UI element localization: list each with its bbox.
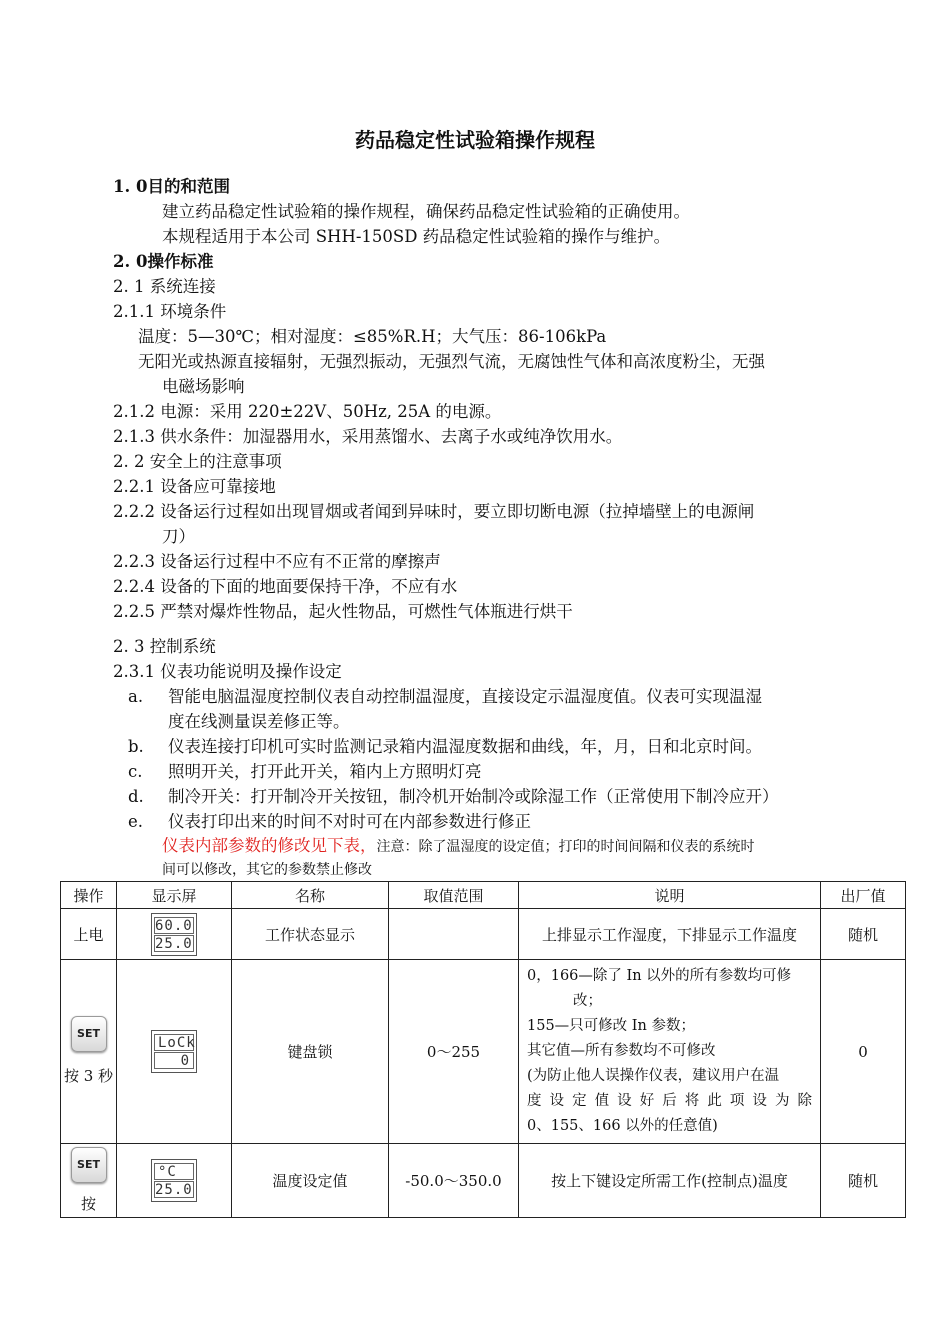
op-label: 按 3 秒 [63, 1066, 114, 1085]
lcd-display [151, 913, 197, 956]
op-cell: 上电 [61, 909, 117, 960]
lcd-top: 60.0 [155, 917, 193, 934]
op-cell [61, 1144, 117, 1218]
env-line: 无阳光或热源直接辐射，无强烈振动，无强烈气流，无腐蚀性气体和高浓度粉尘，无强 [138, 352, 765, 371]
section-2-heading: 2. 0操作标准 [113, 252, 214, 271]
list-item: c. 照明开关，打开此开关，箱内上方照明灯亮 [128, 762, 482, 781]
safety-line: 2.2.1 设备应可靠接地 [113, 477, 276, 496]
table-header-row [61, 882, 906, 909]
display-cell [117, 1144, 232, 1218]
op-label: 按 [80, 1195, 96, 1213]
column-header: 操作 [61, 882, 117, 909]
subsection-heading: 2. 3 控制系统 [113, 637, 216, 656]
safety-line: 刀） [162, 527, 195, 546]
desc-cell: 按上下键设定所需工作(控制点)温度 [519, 1144, 821, 1218]
water-line: 2.1.3 供水条件：加湿器用水，采用蒸馏水、去离子水或纯净饮用水。 [113, 427, 623, 446]
default-cell: 随机 [821, 909, 906, 960]
lcd-bottom: 25.0 [155, 1182, 193, 1198]
section-1-heading: 1. 0目的和范围 [113, 177, 230, 196]
desc-cell: 上排显示工作湿度，下排显示工作温度 [519, 909, 821, 960]
lcd-bottom: 0 [154, 1052, 194, 1069]
lcd-top: °C [154, 1163, 194, 1180]
lcd-display [151, 1159, 197, 1202]
display-cell [117, 960, 232, 1144]
safety-line: 2.2.3 设备运行过程中不应有不正常的摩擦声 [113, 552, 441, 571]
name-cell: 键盘锁 [232, 960, 389, 1144]
desc-cell: 0，166—除了 In 以外的所有参数均可修 改； 155—只可修改 In 参数； 其它值—所有参数均不可修改 (为防止他人误操作仪表，建议用户在温 度设定值设好后将此项设为除 0、155、166 以外的任意值) [519, 960, 821, 1144]
column-header: 名称 [232, 882, 389, 909]
column-header: 显示屏 [117, 882, 232, 909]
list-item: a. 智能电脑温湿度控制仪表自动控制温湿度，直接设定示温湿度值。仪表可实现温湿 [128, 687, 762, 706]
range-cell: 0～255 [389, 960, 519, 1144]
list-item: 度在线测量误差修正等。 [168, 712, 350, 731]
env-line: 电磁场影响 [162, 377, 245, 396]
name-cell: 工作状态显示 [232, 909, 389, 960]
column-header: 出厂值 [821, 882, 906, 909]
default-cell: 0 [821, 960, 906, 1144]
table-row [61, 1144, 906, 1218]
range-cell: -50.0～350.0 [389, 1144, 519, 1218]
subsection-heading: 2.1.1 环境条件 [113, 302, 227, 321]
lcd-top: LoCk [154, 1034, 194, 1051]
table-row [61, 960, 906, 1144]
parameter-table [60, 881, 906, 1218]
set-button-icon: SET [71, 1016, 107, 1052]
list-item: b. 仪表连接打印机可实时监测记录箱内温湿度数据和曲线，年，月，日和北京时间。 [128, 737, 762, 756]
note-line: 仪表内部参数的修改见下表，注意：除了温湿度的设定值；打印的时间间隔和仪表的系统时 [162, 836, 755, 855]
op-cell [61, 960, 117, 1144]
safety-line: 2.2.5 严禁对爆炸性物品，起火性物品，可燃性气体瓶进行烘干 [113, 602, 573, 621]
list-item: e. 仪表打印出来的时间不对时可在内部参数进行修正 [128, 812, 531, 831]
safety-line: 2.2.2 设备运行过程如出现冒烟或者闻到异味时，要立即切断电源（拉掉墙壁上的电源闸 [113, 502, 755, 521]
subsection-heading: 2. 2 安全上的注意事项 [113, 452, 282, 471]
page-title: 药品稳定性试验箱操作规程 [355, 128, 595, 152]
display-cell [117, 909, 232, 960]
name-cell: 温度设定值 [232, 1144, 389, 1218]
column-header: 说明 [519, 882, 821, 909]
section-1-text: 建立药品稳定性试验箱的操作规程，确保药品稳定性试验箱的正确使用。 [162, 202, 690, 221]
set-button-icon: SET [71, 1147, 107, 1183]
lcd-bottom: 25.0 [155, 935, 193, 952]
range-cell [389, 909, 519, 960]
subsection-heading: 2.3.1 仪表功能说明及操作设定 [113, 662, 342, 681]
list-item: d. 制冷开关：打开制冷开关按钮，制冷机开始制冷或除湿工作（正常使用下制冷应开） [128, 787, 779, 806]
power-line: 2.1.2 电源：采用 220±22V、50Hz, 25A 的电源。 [113, 402, 502, 421]
table-row [61, 909, 906, 960]
subsection-heading: 2. 1 系统连接 [113, 277, 216, 296]
note-line: 间可以修改，其它的参数禁止修改 [162, 862, 372, 878]
safety-line: 2.2.4 设备的下面的地面要保持干净，不应有水 [113, 577, 458, 596]
section-1-text: 本规程适用于本公司 SHH-150SD 药品稳定性试验箱的操作与维护。 [162, 227, 671, 246]
lcd-display [151, 1030, 197, 1073]
column-header: 取值范围 [389, 882, 519, 909]
env-line: 温度：5—30℃；相对湿度：≤85%R.H；大气压：86-106kPa [138, 327, 607, 346]
default-cell: 随机 [821, 1144, 906, 1218]
